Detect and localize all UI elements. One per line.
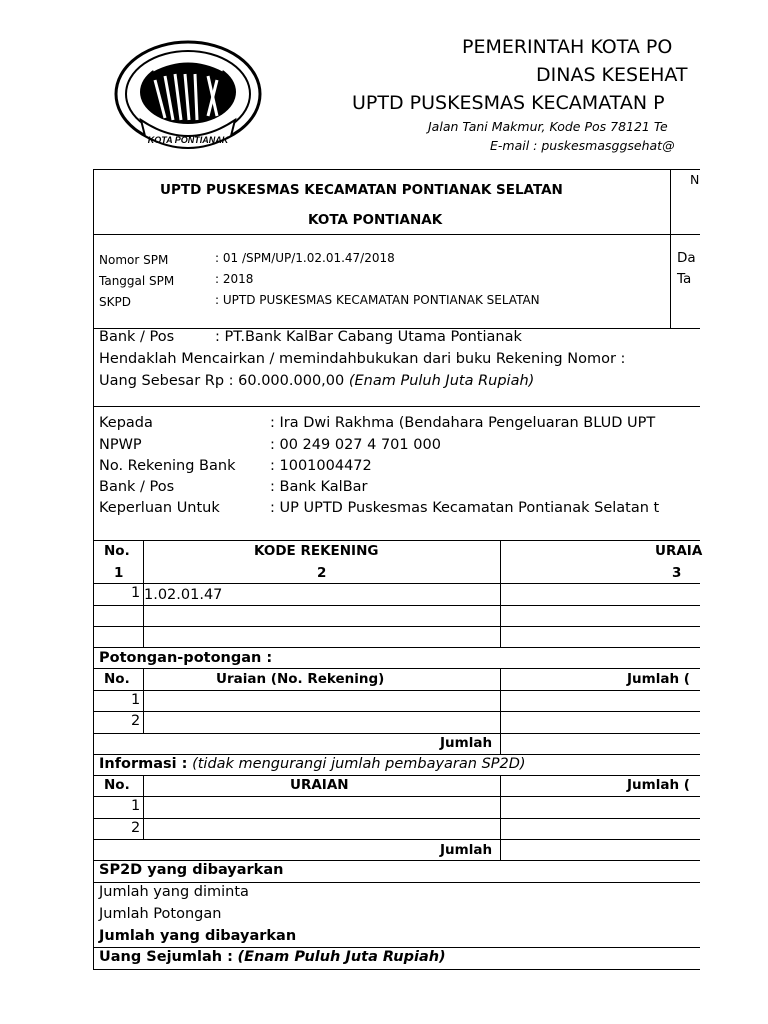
potongan-header-uraian: Uraian (No. Rekening) xyxy=(216,671,385,687)
rekening-label: No. Rekening Bank xyxy=(99,458,236,474)
seal-text: KOTA PONTIANAK xyxy=(147,135,229,145)
potongan-row1-divider xyxy=(93,711,700,712)
sp2d-dibayarkan: Jumlah yang dibayarkan xyxy=(99,928,297,944)
tanggal-spm-label: Tanggal SPM xyxy=(99,274,175,288)
sp2d-uang-sejumlah xyxy=(99,949,446,965)
hendaklah-text: Hendaklah Mencairkan / memindahbukukan dari buku Rekening Nomor : xyxy=(99,351,626,367)
letterhead-address: Jalan Tani Makmur, Kode Pos 78121 Te xyxy=(428,119,668,134)
potongan-col2-divider xyxy=(500,668,501,754)
uang-sebesar-amount: Uang Sebesar Rp : 60.000.000,00 xyxy=(99,373,345,389)
informasi-title-note: (tidak mengurangi jumlah pembayaran SP2D) xyxy=(192,756,526,772)
informasi-bottom-border xyxy=(93,860,700,861)
bank-value: : PT.Bank KalBar Cabang Utama Pontianak xyxy=(215,329,522,345)
box-right-top: N xyxy=(690,172,700,187)
sp2d-uang-label: Uang Sejumlah : xyxy=(99,949,233,965)
bank-label: Bank / Pos xyxy=(99,329,175,345)
npwp-value: : 00 249 027 4 701 000 xyxy=(270,437,441,453)
recipient-bank-value: : Bank KalBar xyxy=(270,479,368,495)
kepada-value: : Ira Dwi Rakhma (Bendahara Pengeluaran BLUD UPT xyxy=(270,415,656,431)
informasi-jumlah-label: Jumlah xyxy=(440,842,493,858)
potongan-row1-no: 1 xyxy=(131,692,141,708)
sp2d-title: SP2D yang dibayarkan xyxy=(99,862,284,878)
title-divider xyxy=(93,234,700,235)
potongan-header-divider xyxy=(93,690,700,691)
nomor-spm-value: : 01 /SPM/UP/1.02.01.47/2018 xyxy=(215,251,395,265)
informasi-row2-no: 2 xyxy=(131,820,141,836)
recipient-bank-label: Bank / Pos xyxy=(99,479,175,495)
letterhead-email: E-mail : puskesmasggsehat@ xyxy=(490,138,675,153)
uang-sebesar-words: (Enam Puluh Juta Rupiah) xyxy=(348,373,535,389)
table1-num-3: 3 xyxy=(672,565,682,581)
informasi-header-divider xyxy=(93,796,700,797)
table1-row2-divider xyxy=(93,626,700,627)
informasi-col1-divider xyxy=(143,775,144,839)
skpd-value: : UPTD PUSKESMAS KECAMATAN PONTIANAK SELATAN xyxy=(215,293,540,307)
rekening-value: : 1001004472 xyxy=(270,458,372,474)
potongan-bottom-border xyxy=(93,754,700,755)
sp2d-potongan: Jumlah Potongan xyxy=(99,906,222,922)
table1-col2-divider xyxy=(500,540,501,647)
potongan-header-jumlah: Jumlah ( xyxy=(627,671,690,687)
table1-bottom-border xyxy=(93,647,700,648)
table1-row1-kode: 1.02.01.47 xyxy=(144,587,223,603)
kepada-label: Kepada xyxy=(99,415,153,431)
potongan-row2-no: 2 xyxy=(131,713,141,729)
informasi-row1-no: 1 xyxy=(131,798,141,814)
right-ta: Ta xyxy=(677,271,692,287)
letterhead-line1: PEMERINTAH KOTA PO xyxy=(462,36,673,58)
sp2d-uang-words: (Enam Puluh Juta Rupiah) xyxy=(237,949,446,965)
table1-num-1: 1 xyxy=(114,565,124,581)
potongan-row2-divider xyxy=(93,733,700,734)
potongan-jumlah-label: Jumlah xyxy=(440,735,493,751)
uang-sebesar xyxy=(99,373,534,389)
potongan-col1-divider xyxy=(143,668,144,733)
table1-header-kode: KODE REKENING xyxy=(254,543,379,559)
nomor-spm-label: Nomor SPM xyxy=(99,253,169,267)
informasi-header-no: No. xyxy=(104,777,130,793)
box-bottom-border xyxy=(93,969,700,970)
informasi-header-jumlah: Jumlah ( xyxy=(627,777,690,793)
table1-header-no: No. xyxy=(104,543,130,559)
informasi-row1-divider xyxy=(93,818,700,819)
potongan-title: Potongan-potongan : xyxy=(99,650,273,666)
table1-numrow-divider xyxy=(93,583,700,584)
potongan-header-no: No. xyxy=(104,671,130,687)
skpd-label: SKPD xyxy=(99,295,131,309)
title-right-divider xyxy=(670,169,671,329)
informasi-title-label: Informasi : xyxy=(99,756,188,772)
box-title1: UPTD PUSKESMAS KECAMATAN PONTIANAK SELATAN xyxy=(160,182,563,198)
table1-row1-no: 1 xyxy=(131,585,141,601)
tanggal-spm-value: : 2018 xyxy=(215,272,254,286)
letterhead-line3: UPTD PUSKESMAS KECAMATAN P xyxy=(352,92,665,114)
table1-header-uraian: URAIA xyxy=(655,543,703,559)
table1-num-2: 2 xyxy=(317,565,327,581)
keperluan-value: : UP UPTD Puskesmas Kecamatan Pontianak Selatan t xyxy=(270,500,660,516)
potongan-top-border xyxy=(93,668,700,669)
letterhead-line2: DINAS KESEHAT xyxy=(536,64,688,86)
informasi-top-border xyxy=(93,775,700,776)
npwp-label: NPWP xyxy=(99,437,142,453)
bank-divider xyxy=(93,406,700,407)
box-title2: KOTA PONTIANAK xyxy=(308,212,443,228)
sp2d-diminta: Jumlah yang diminta xyxy=(99,884,249,900)
informasi-header-uraian: URAIAN xyxy=(290,777,349,793)
keperluan-label: Keperluan Untuk xyxy=(99,500,220,516)
informasi-row2-divider xyxy=(93,839,700,840)
box-top-border xyxy=(93,169,700,170)
box-left-border xyxy=(93,169,94,970)
informasi-col2-divider xyxy=(500,775,501,860)
table1-row1-divider xyxy=(93,605,700,606)
sp2d-dibayarkan-divider xyxy=(93,947,700,948)
right-da: Da xyxy=(677,250,696,266)
table1-top-border xyxy=(93,540,700,541)
sp2d-title-divider xyxy=(93,882,700,883)
informasi-title xyxy=(99,756,526,772)
table1-col1-divider xyxy=(143,540,144,647)
kota-pontianak-seal xyxy=(113,40,263,152)
